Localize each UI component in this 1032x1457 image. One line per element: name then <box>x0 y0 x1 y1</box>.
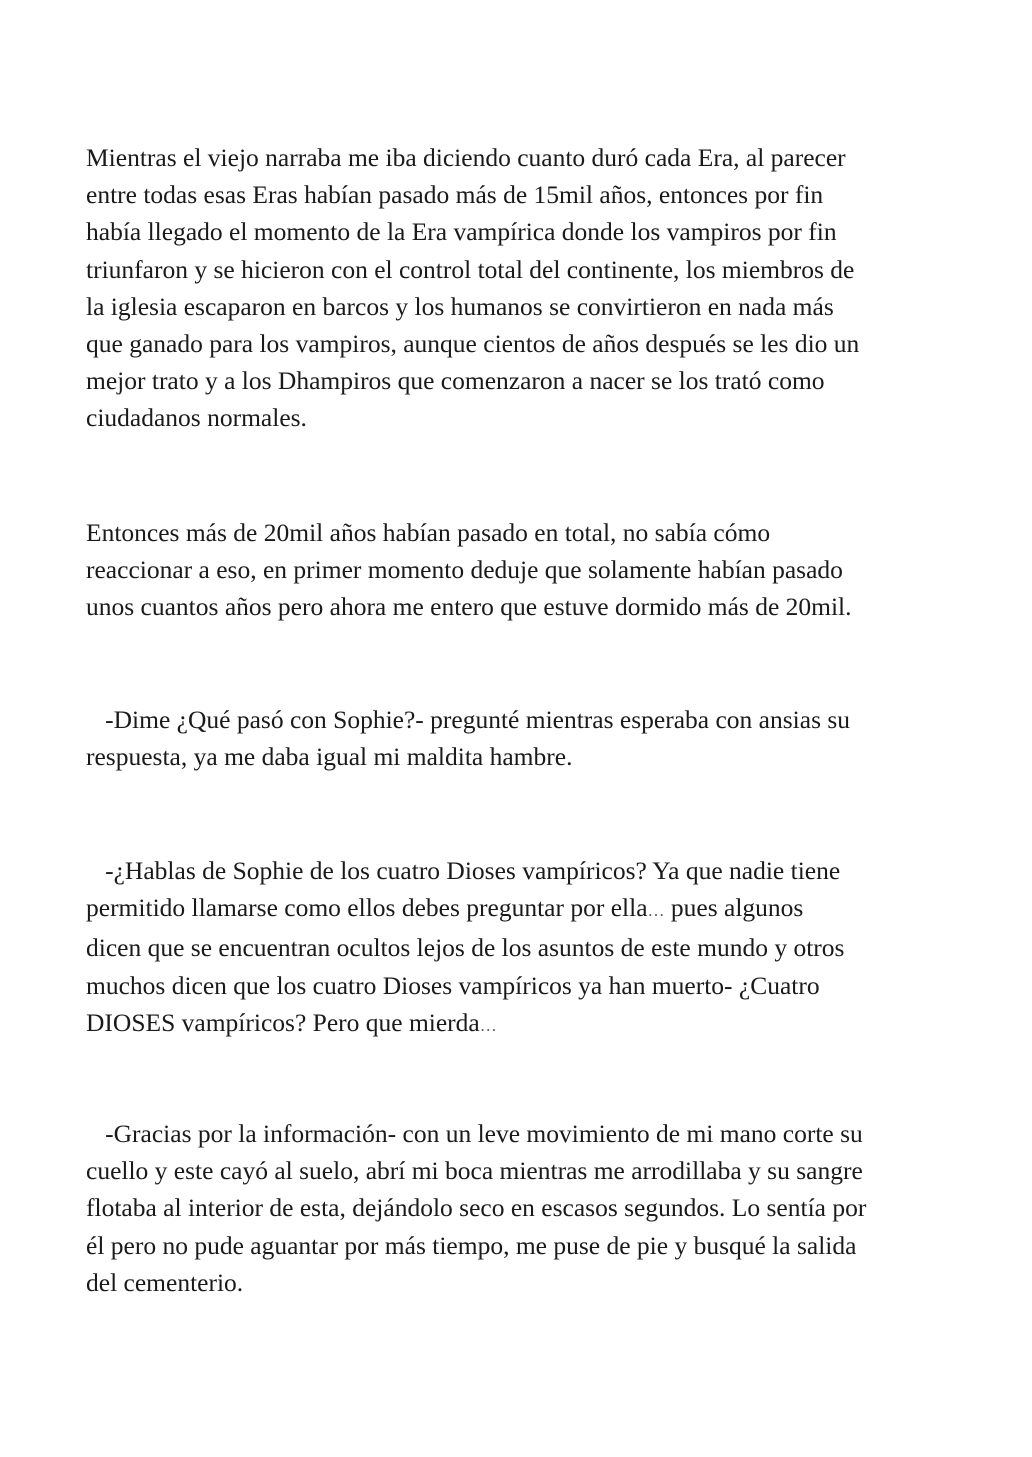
text-segment: permitido llamarse como ellos debes preguntar por ella <box>86 893 648 923</box>
text-line: había llegado el momento de la Era vampírica donde los vampiros por fin <box>86 217 837 247</box>
text-line: mejor trato y a los Dhampiros que comenzaron a nacer se los trató como <box>86 366 825 396</box>
paragraph-4 <box>86 852 958 1044</box>
text-line: reaccionar a eso, en primer momento deduje que solamente habían pasado <box>86 555 843 585</box>
paragraph-1 <box>86 139 958 437</box>
ellipsis: … <box>479 1015 497 1035</box>
text-line: respuesta, ya me daba igual mi maldita hambre. <box>86 742 573 772</box>
text-line: entre todas esas Eras habían pasado más de 15mil años, entonces por fin <box>86 180 824 210</box>
text-line: que ganado para los vampiros, aunque cientos de años después se les dio un <box>86 329 860 359</box>
text-line <box>86 889 958 929</box>
paragraph-5 <box>86 1115 958 1301</box>
text-line: flotaba al interior de esta, dejándolo seco en escasos segundos. Lo sentía por <box>86 1193 867 1223</box>
text-segment: pues algunos <box>664 893 804 923</box>
text-line: Mientras el viejo narraba me iba diciendo cuanto duró cada Era, al parecer <box>86 143 846 172</box>
text-line: -¿Hablas de Sophie de los cuatro Dioses vampíricos? Ya que nadie tiene <box>86 856 841 885</box>
text-line: él pero no pude aguantar por más tiempo, me puse de pie y busqué la salida <box>86 1230 857 1260</box>
text-line: -Gracias por la información- con un leve movimiento de mi mano corte su <box>86 1119 863 1148</box>
text-line: Entonces más de 20mil años habían pasado en total, no sabía cómo <box>86 518 771 547</box>
text-line: muchos dicen que los cuatro Dioses vampíricos ya han muerto- ¿Cuatro <box>86 970 820 1000</box>
text-segment: DIOSES vampíricos? Pero que mierda <box>86 1007 480 1037</box>
text-line: del cementerio. <box>86 1267 244 1297</box>
paragraph-3 <box>86 701 958 775</box>
paragraph-2 <box>86 514 958 626</box>
text-line: cuello y este cayó al suelo, abrí mi boca mientras me arrodillaba y su sangre <box>86 1156 863 1186</box>
text-line: -Dime ¿Qué pasó con Sophie?- pregunté mientras esperaba con ansias su <box>86 705 851 734</box>
ellipsis: … <box>647 901 665 921</box>
text-line: dicen que se encuentran ocultos lejos de los asuntos de este mundo y otros <box>86 933 845 963</box>
text-line: ciudadanos normales. <box>86 403 307 433</box>
text-line: unos cuantos años pero ahora me entero que estuve dormido más de 20mil. <box>86 592 852 622</box>
text-line: triunfaron y se hicieron con el control total del continente, los miembros de <box>86 254 855 284</box>
text-line <box>86 1004 958 1044</box>
text-line: la iglesia escaparon en barcos y los humanos se convirtieron en nada más <box>86 291 834 321</box>
